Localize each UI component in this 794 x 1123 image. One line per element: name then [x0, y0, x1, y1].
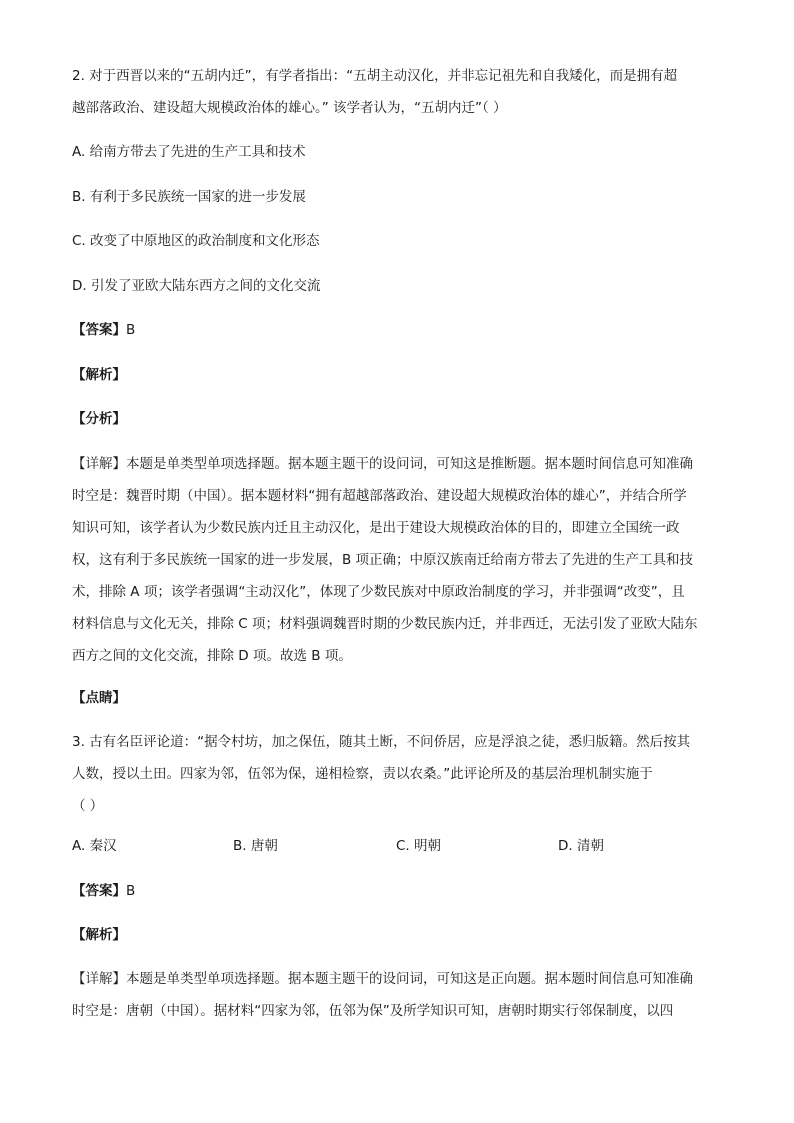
q3-option-b: B. 唐朝 — [233, 838, 278, 854]
q3-option-c: C. 明朝 — [396, 838, 442, 854]
q2-fenxi-label: 【分析】 — [72, 411, 126, 427]
answer-label: 【答案】 — [72, 322, 126, 338]
q3-stem-line: （ ） — [72, 798, 104, 814]
answer-label: 【答案】 — [72, 883, 126, 899]
q2-detail-line: 西方之间的文化交流，排除 D 项。故选 B 项。 — [72, 648, 352, 664]
answer-value: B — [126, 322, 136, 338]
q2-detail-line: 材料信息与文化无关，排除 C 项；材料强调魏晋时期的少数民族内迁，并非西迁，无法引发了亚欧大陆东 — [72, 616, 698, 632]
q2-stem-line: 2. 对于西晋以来的“五胡内迁”，有学者指出：“五胡主动汉化，并非忘记祖先和自我矮化，而是拥有超 — [72, 68, 678, 84]
q2-option-c: C. 改变了中原地区的政治制度和文化形态 — [72, 233, 320, 249]
q2-analysis-label: 【解析】 — [72, 367, 126, 383]
q2-dianjing-label: 【点睛】 — [72, 690, 126, 706]
q3-detail-line: 时空是：唐朝（中国）。据材料“四家为邻，伍邻为保”及所学知识可知，唐朝时期实行邻保制度，以四 — [72, 1003, 674, 1019]
q2-detail-line: 权，这有利于多民族统一国家的进一步发展，B 项正确；中原汉族南迁给南方带去了先进的生产工具和技 — [72, 552, 694, 568]
q2-detail-line: 【详解】本题是单类型单项选择题。据本题主题干的设问词，可知这是推断题。据本题时间信息可知准确 — [72, 456, 693, 472]
q2-detail-line: 知识可知，该学者认为少数民族内迁且主动汉化，是出于建设大规模政治体的目的，即建立全国统一政 — [72, 520, 680, 536]
q2-stem-line: 越部落政治、建设超大规模政治体的雄心。” 该学者认为，“五胡内迁”（ ） — [72, 100, 507, 116]
q3-option-a: A. 秦汉 — [72, 838, 117, 854]
q2-option-b: B. 有利于多民族统一国家的进一步发展 — [72, 189, 306, 205]
q3-stem-line: 人数，授以土田。四家为邻，伍邻为保，递相检察，责以农桑。”此评论所及的基层治理机制实施于 — [72, 766, 653, 782]
q3-answer — [72, 881, 135, 901]
q2-option-d: D. 引发了亚欧大陆东西方之间的文化交流 — [72, 278, 321, 294]
q2-detail-line: 术，排除 A 项；该学者强调“主动汉化”，体现了少数民族对中原政治制度的学习，并非强调“改变”，且 — [72, 584, 685, 600]
answer-value: B — [126, 883, 136, 899]
q3-analysis-label: 【解析】 — [72, 927, 126, 943]
q2-answer — [72, 320, 135, 340]
q3-stem-line: 3. 古有名臣评论道：“据令村坊，加之保伍，随其土断，不问侨居，应是浮浪之徒，悉归版籍。然后按其 — [72, 734, 691, 750]
q3-detail-line: 【详解】本题是单类型单项选择题。据本题主题干的设问词，可知这是正向题。据本题时间信息可知准确 — [72, 971, 693, 987]
q2-option-a: A. 给南方带去了先进的生产工具和技术 — [72, 144, 306, 160]
q3-option-d: D. 清朝 — [558, 838, 604, 854]
q2-detail-line: 时空是：魏晋时期（中国）。据本题材料“拥有超越部落政治、建设超大规模政治体的雄心”，并结合所学 — [72, 488, 687, 504]
